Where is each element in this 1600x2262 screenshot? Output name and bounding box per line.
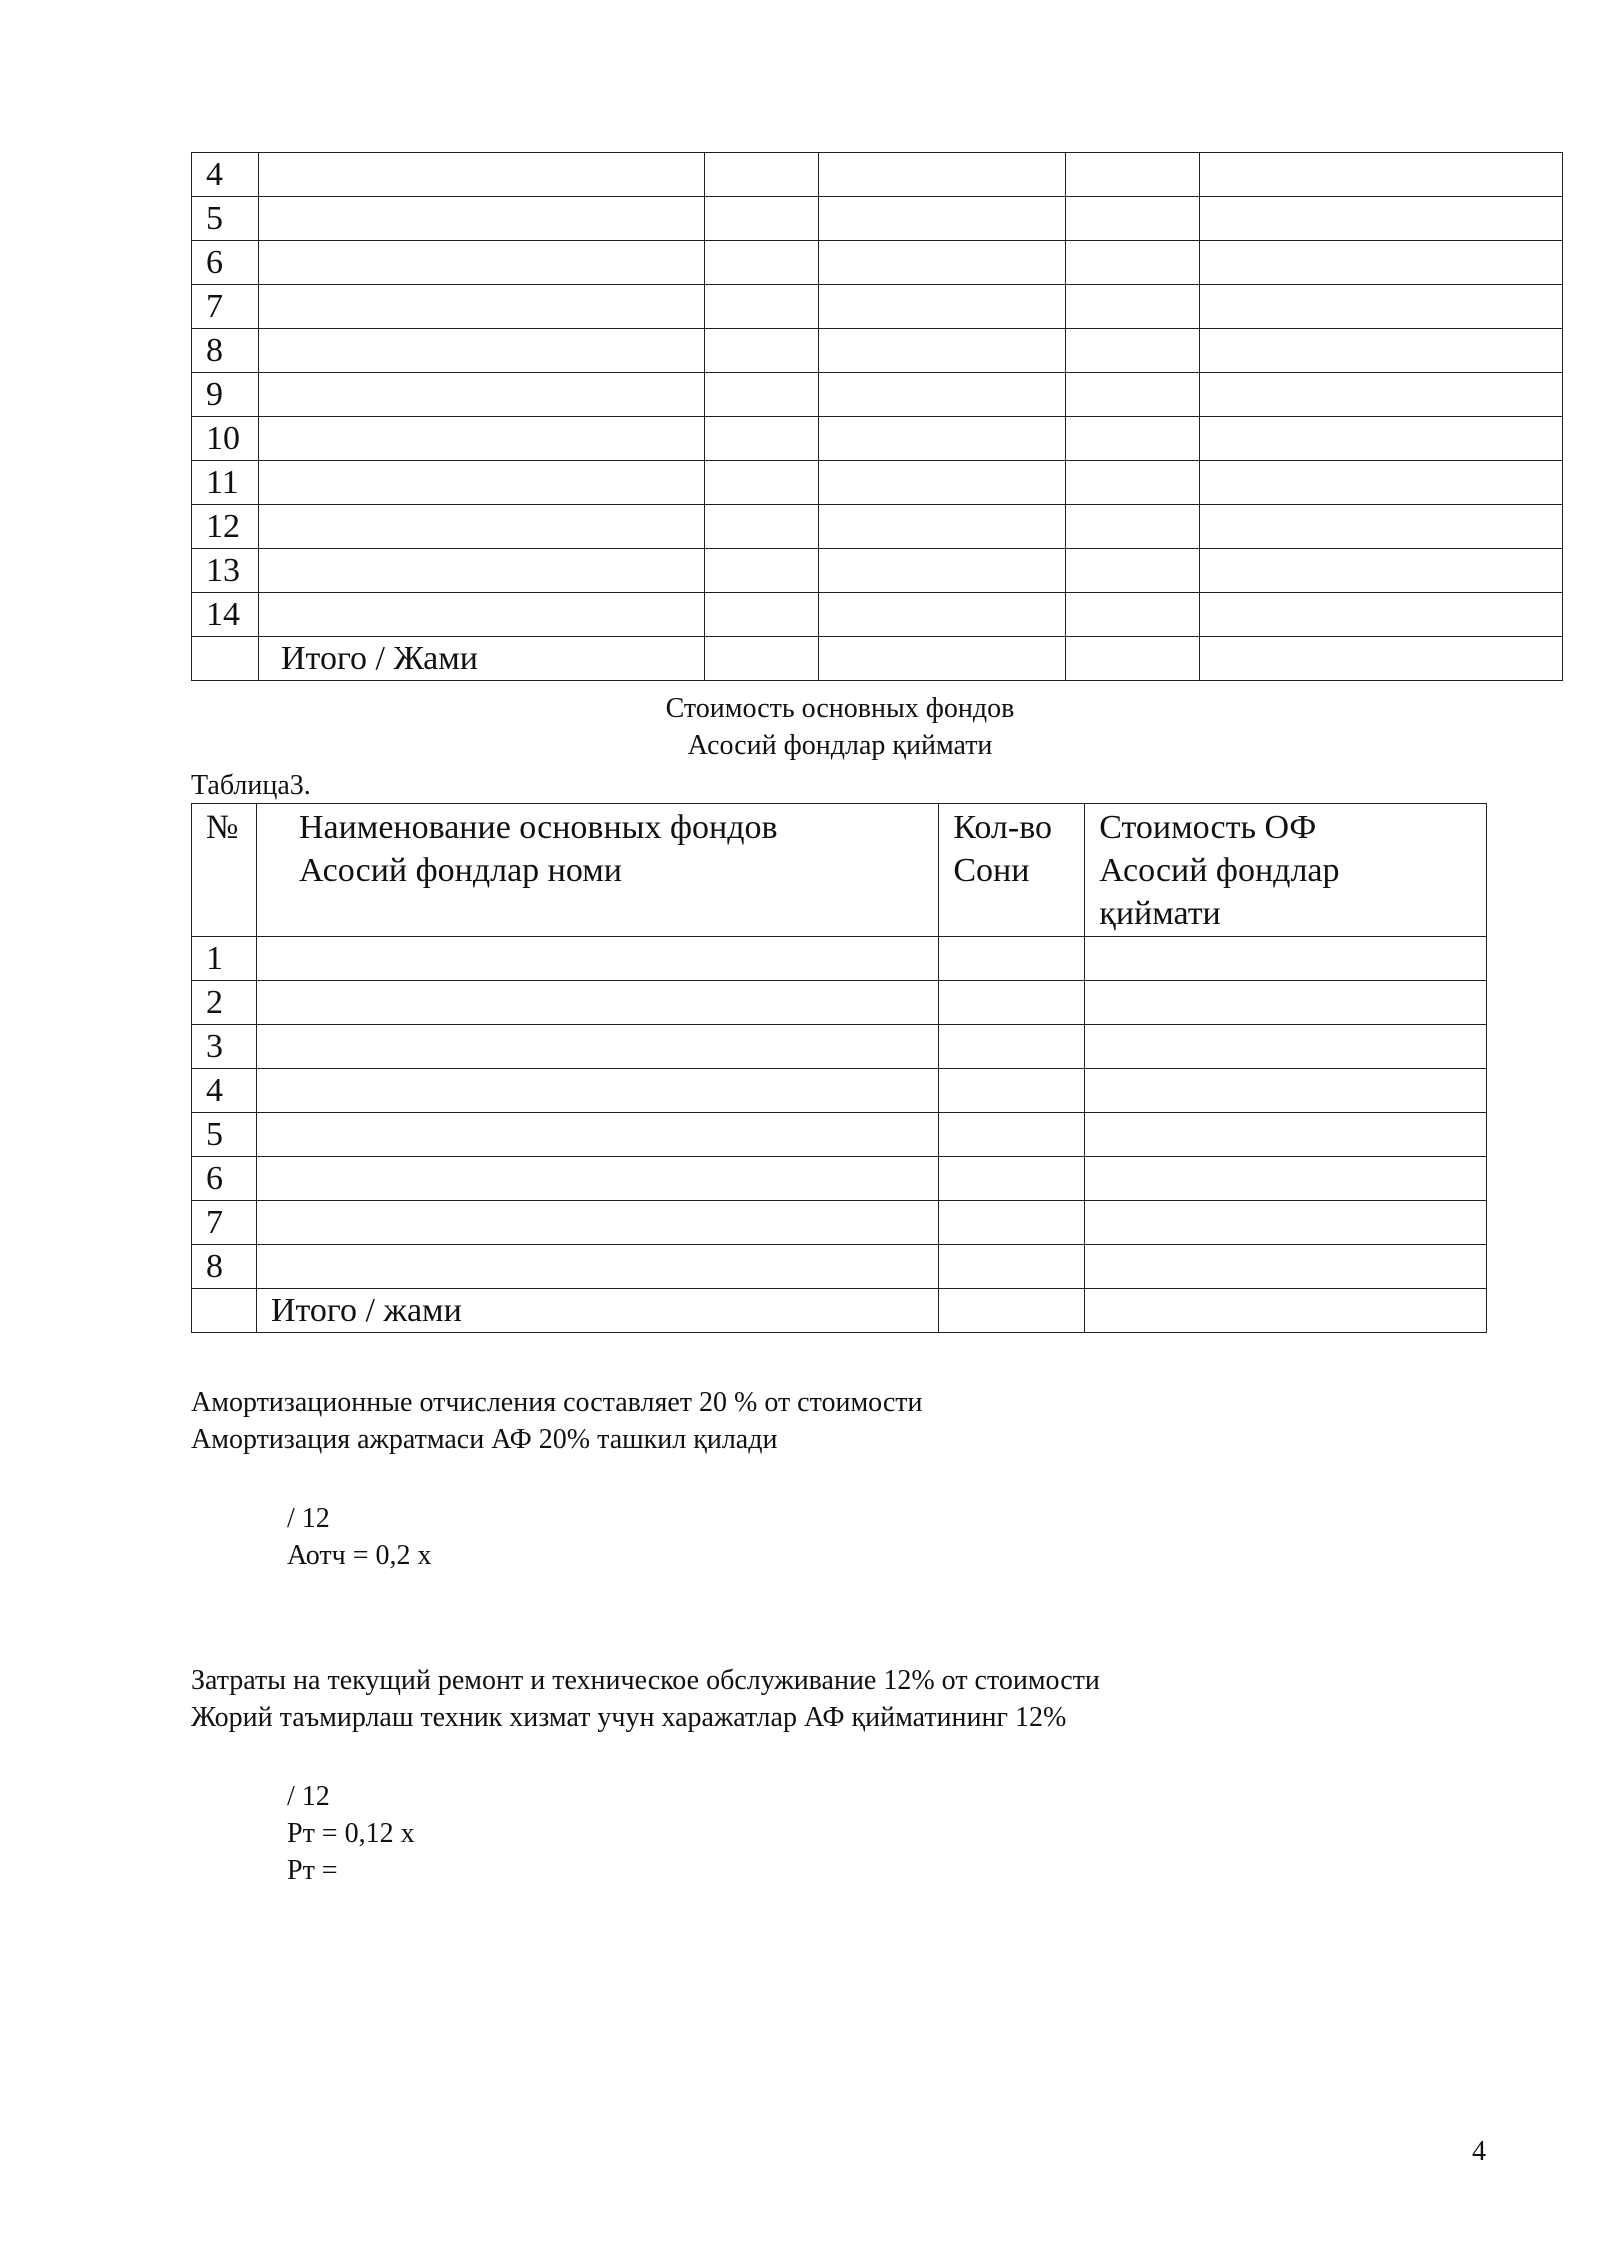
table-cell bbox=[704, 329, 818, 373]
table-cell bbox=[258, 241, 704, 285]
row-number: 2 bbox=[192, 981, 257, 1025]
table-cell bbox=[939, 1201, 1085, 1245]
table-cell bbox=[939, 1025, 1085, 1069]
row-number: 4 bbox=[192, 1069, 257, 1113]
table-cell bbox=[1200, 417, 1563, 461]
table-cell bbox=[258, 285, 704, 329]
table-row bbox=[192, 937, 1487, 981]
table-cell bbox=[704, 153, 818, 197]
amort-formula-divisor: / 12 bbox=[287, 1503, 330, 1534]
table-cell bbox=[1200, 461, 1563, 505]
table-cell bbox=[704, 241, 818, 285]
table-cell bbox=[1066, 549, 1200, 593]
amort-line-1: Амортизационные отчисления составляет 20 % от стоимости bbox=[191, 1387, 923, 1418]
row-number: 9 bbox=[192, 373, 259, 417]
table-cell bbox=[939, 981, 1085, 1025]
total-row bbox=[192, 1289, 1487, 1333]
table-cell bbox=[258, 505, 704, 549]
row-number: 6 bbox=[192, 241, 259, 285]
table-cell bbox=[939, 937, 1085, 981]
table-cell bbox=[1200, 637, 1563, 681]
table-cell bbox=[704, 549, 818, 593]
table-cell bbox=[818, 373, 1066, 417]
table-cell bbox=[939, 1245, 1085, 1289]
row-number: 6 bbox=[192, 1157, 257, 1201]
table-cell bbox=[939, 1069, 1085, 1113]
table-cell bbox=[704, 505, 818, 549]
row-number: 13 bbox=[192, 549, 259, 593]
table-row bbox=[192, 285, 1563, 329]
table-cell bbox=[1085, 981, 1487, 1025]
table-cell bbox=[818, 153, 1066, 197]
table-row bbox=[192, 241, 1563, 285]
table-cell bbox=[256, 1025, 938, 1069]
caption-line-2: Асосий фондлар қиймати bbox=[687, 730, 993, 761]
table-cell bbox=[704, 285, 818, 329]
table-cell bbox=[818, 461, 1066, 505]
table-row bbox=[192, 461, 1563, 505]
table-cell bbox=[1085, 1157, 1487, 1201]
table-row bbox=[192, 329, 1563, 373]
table-cell bbox=[256, 1245, 938, 1289]
table-cell bbox=[818, 197, 1066, 241]
repair-formula-divisor: / 12 bbox=[287, 1781, 330, 1812]
total-label: Итого / жами bbox=[256, 1289, 938, 1333]
row-number: 7 bbox=[192, 285, 259, 329]
table-cell bbox=[704, 197, 818, 241]
table-cell bbox=[1066, 285, 1200, 329]
table-row bbox=[192, 373, 1563, 417]
table-cell bbox=[1200, 197, 1563, 241]
table-cell bbox=[1066, 417, 1200, 461]
table-cell bbox=[1200, 593, 1563, 637]
repair-formula-2: Рт = bbox=[287, 1855, 338, 1886]
table-cell bbox=[258, 593, 704, 637]
table-cell bbox=[1200, 549, 1563, 593]
caption-line-1: Стоимость основных фондов bbox=[665, 693, 1015, 724]
repair-formula-1: Рт = 0,12 х bbox=[287, 1818, 415, 1849]
row-number: 14 bbox=[192, 593, 259, 637]
table-row bbox=[192, 1157, 1487, 1201]
table-cell bbox=[1200, 241, 1563, 285]
table-cell bbox=[1066, 505, 1200, 549]
table-row bbox=[192, 153, 1563, 197]
table-cell bbox=[818, 285, 1066, 329]
row-number: 4 bbox=[192, 153, 259, 197]
table-cell bbox=[939, 1289, 1085, 1333]
table-row bbox=[192, 197, 1563, 241]
table-cell bbox=[818, 241, 1066, 285]
table-cell bbox=[258, 417, 704, 461]
table-cell bbox=[1066, 373, 1200, 417]
table-cell bbox=[1066, 593, 1200, 637]
table-row bbox=[192, 1025, 1487, 1069]
table-cell bbox=[1066, 637, 1200, 681]
amort-formula: Аотч = 0,2 х bbox=[287, 1540, 432, 1571]
row-number: 8 bbox=[192, 329, 259, 373]
table-row bbox=[192, 593, 1563, 637]
repair-line-2: Жорий таъмирлаш техник хизмат учун харажатлар АФ қийматининг 12% bbox=[191, 1702, 1067, 1733]
table-cell bbox=[1066, 197, 1200, 241]
table-cell bbox=[818, 505, 1066, 549]
total-label: Итого / Жами bbox=[258, 637, 704, 681]
table-row bbox=[192, 1201, 1487, 1245]
table-cell bbox=[1085, 1289, 1487, 1333]
table-cell bbox=[1200, 329, 1563, 373]
table-cell bbox=[256, 1201, 938, 1245]
table-cell bbox=[256, 937, 938, 981]
row-number: 10 bbox=[192, 417, 259, 461]
repair-line-1: Затраты на текущий ремонт и техническое обслуживание 12% от стоимости bbox=[191, 1665, 1100, 1696]
table-cell bbox=[939, 1157, 1085, 1201]
table-cell bbox=[258, 197, 704, 241]
header-number: № bbox=[192, 804, 257, 937]
table-cell bbox=[1066, 153, 1200, 197]
table-cell bbox=[704, 461, 818, 505]
table-cell bbox=[1066, 241, 1200, 285]
table-cell bbox=[1085, 1069, 1487, 1113]
table-cell bbox=[256, 1069, 938, 1113]
table-cell bbox=[258, 549, 704, 593]
table-cell bbox=[1200, 285, 1563, 329]
table-cell bbox=[818, 637, 1066, 681]
row-number: 5 bbox=[192, 1113, 257, 1157]
table-row bbox=[192, 1113, 1487, 1157]
fixed-assets-table bbox=[191, 803, 1487, 1333]
table-cell bbox=[818, 417, 1066, 461]
table-cell bbox=[256, 981, 938, 1025]
table-cell bbox=[256, 1113, 938, 1157]
table-label: Таблица3. bbox=[191, 770, 311, 801]
table-row bbox=[192, 549, 1563, 593]
table-header-row bbox=[192, 804, 1487, 937]
table-row bbox=[192, 1069, 1487, 1113]
table-cell bbox=[258, 153, 704, 197]
table-cell bbox=[818, 329, 1066, 373]
table-cell bbox=[704, 593, 818, 637]
table-cell bbox=[1085, 1025, 1487, 1069]
row-number: 5 bbox=[192, 197, 259, 241]
table-cell bbox=[1200, 505, 1563, 549]
table-continuation bbox=[191, 152, 1563, 681]
table-cell bbox=[192, 1289, 257, 1333]
row-number: 3 bbox=[192, 1025, 257, 1069]
table-cell bbox=[258, 329, 704, 373]
table-cell bbox=[818, 593, 1066, 637]
table-cell bbox=[939, 1113, 1085, 1157]
table-cell bbox=[1200, 373, 1563, 417]
row-number: 7 bbox=[192, 1201, 257, 1245]
table-cell bbox=[1066, 461, 1200, 505]
table-cell bbox=[192, 637, 259, 681]
header-quantity: Кол-во Сони bbox=[939, 804, 1085, 937]
table-cell bbox=[258, 373, 704, 417]
table-cell bbox=[1066, 329, 1200, 373]
page-number: 4 bbox=[1472, 2136, 1486, 2167]
table-cell bbox=[258, 461, 704, 505]
row-number: 8 bbox=[192, 1245, 257, 1289]
row-number: 1 bbox=[192, 937, 257, 981]
table-cell bbox=[1200, 153, 1563, 197]
table-cell bbox=[1085, 1201, 1487, 1245]
header-name: Наименование основных фондов Асосий фондлар номи bbox=[256, 804, 938, 937]
table-row bbox=[192, 505, 1563, 549]
table-cell bbox=[704, 417, 818, 461]
row-number: 11 bbox=[192, 461, 259, 505]
table-cell bbox=[704, 637, 818, 681]
table-row bbox=[192, 417, 1563, 461]
amort-line-2: Амортизация ажратмаси АФ 20% ташкил қилади bbox=[191, 1424, 778, 1455]
table-cell bbox=[256, 1157, 938, 1201]
table-row bbox=[192, 981, 1487, 1025]
table-cell bbox=[1085, 1113, 1487, 1157]
table-cell bbox=[818, 549, 1066, 593]
table-cell bbox=[1085, 937, 1487, 981]
table-row bbox=[192, 1245, 1487, 1289]
table-cell bbox=[704, 373, 818, 417]
table-cell bbox=[1085, 1245, 1487, 1289]
row-number: 12 bbox=[192, 505, 259, 549]
header-cost: Стоимость ОФ Асосий фондлар қиймати bbox=[1085, 804, 1487, 937]
total-row bbox=[192, 637, 1563, 681]
